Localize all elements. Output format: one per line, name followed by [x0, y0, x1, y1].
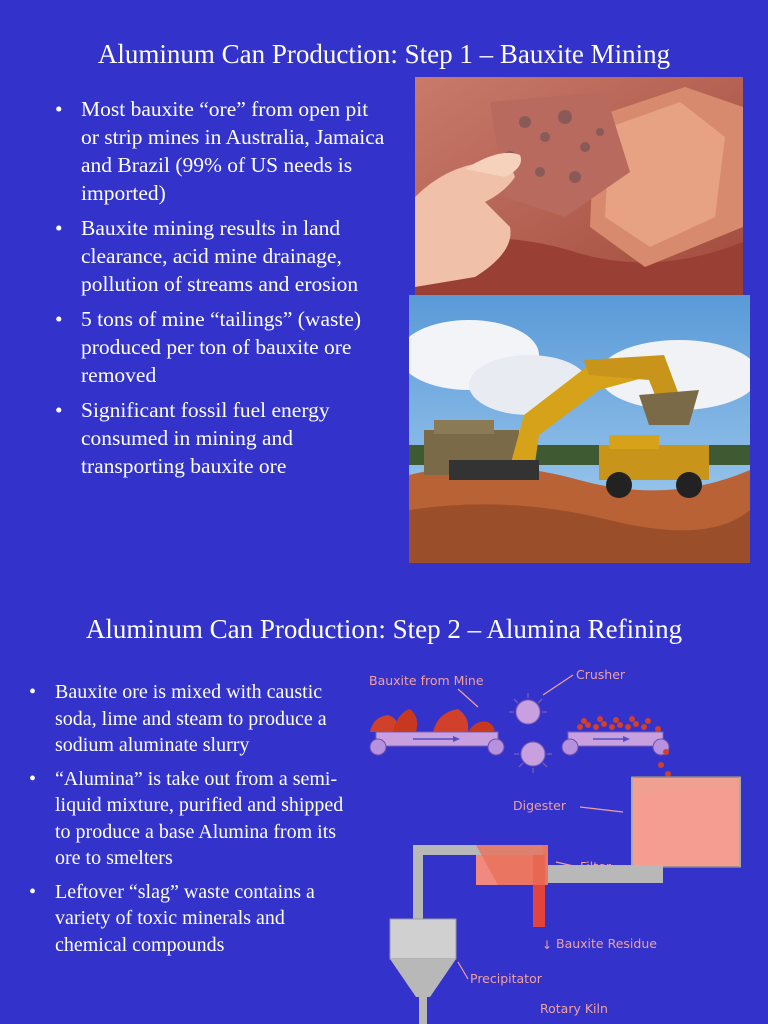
- excavator-photo: [409, 295, 750, 563]
- bullet-item: • Most bauxite “ore” from open pit or strip mines in Australia, Jamaica and Brazil (99% of US needs is imported): [53, 95, 388, 207]
- refining-process-diagram: [358, 657, 768, 1024]
- slide-title: Aluminum Can Production: Step 2 – Alumina Refining: [85, 614, 683, 644]
- bullet-item: • “Alumina” is take out from a semi-liquid mixture, purified and shipped to produce a base Alumina from its ore to smelters: [27, 766, 347, 872]
- label-bauxite-from-mine: Bauxite from Mine: [369, 673, 484, 688]
- bullet-list: [53, 95, 388, 487]
- bullet-item: • Significant fossil fuel energy consumed in mining and transporting bauxite ore: [53, 396, 388, 480]
- bullet-list: [27, 679, 347, 965]
- slide-title: Aluminum Can Production: Step 1 – Bauxite Mining: [97, 39, 671, 69]
- bullet-item: • 5 tons of mine “tailings” (waste) produced per ton of bauxite ore removed: [53, 305, 388, 389]
- bauxite-rock-photo: [415, 77, 743, 295]
- slide-alumina-refining: [0, 595, 768, 1024]
- label-rotary-kiln: Rotary Kiln: [540, 1001, 608, 1016]
- label-bauxite-residue: Bauxite Residue: [556, 936, 657, 951]
- bullet-item: • Bauxite mining results in land clearance, acid mine drainage, pollution of streams and erosion: [53, 214, 388, 298]
- bullet-item: • Bauxite ore is mixed with caustic soda, lime and steam to produce a sodium aluminate slurry: [27, 679, 347, 759]
- label-digester: Digester: [513, 798, 566, 813]
- svg-text:↓: ↓: [542, 938, 553, 952]
- label-precipitator: Precipitator: [470, 971, 542, 986]
- bullet-item: • Leftover “slag” waste contains a variety of toxic minerals and chemical compounds: [27, 879, 347, 959]
- label-crusher: Crusher: [576, 667, 626, 682]
